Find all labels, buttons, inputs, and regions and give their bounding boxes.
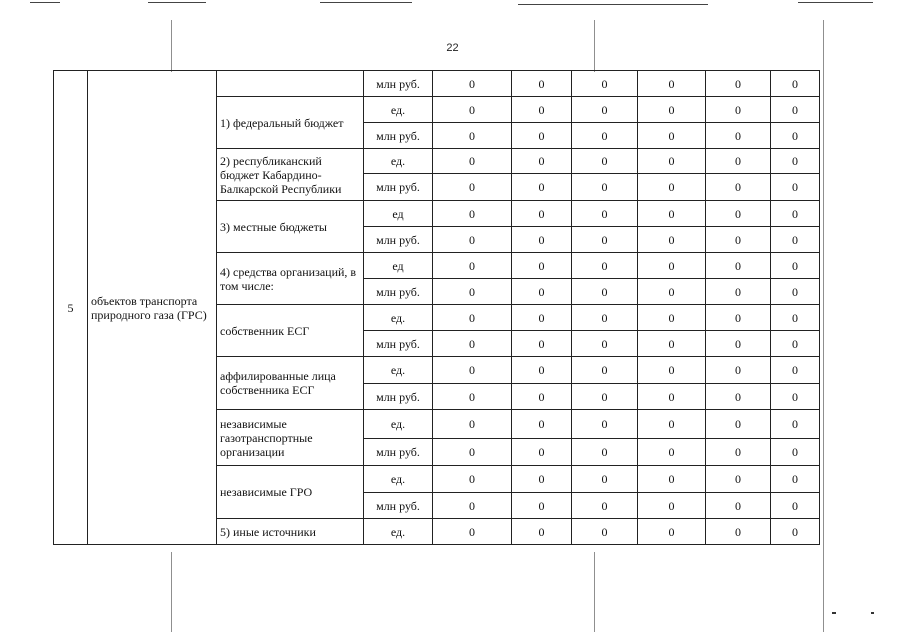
value-cell: 0	[433, 123, 512, 149]
value-cell: 0	[512, 71, 572, 97]
scan-artifact-dot-1	[832, 612, 836, 614]
funding-source: 5) иные источники	[217, 519, 364, 545]
value-cell: 0	[706, 71, 771, 97]
value-cell: 0	[572, 466, 638, 493]
value-cell: 0	[771, 123, 820, 149]
value-cell: 0	[771, 410, 820, 439]
value-cell: 0	[706, 466, 771, 493]
value-cell: 0	[512, 410, 572, 439]
value-cell: 0	[638, 174, 706, 201]
value-cell: 0	[771, 253, 820, 279]
value-cell: 0	[512, 493, 572, 519]
value-cell: 0	[433, 305, 512, 331]
value-cell: 0	[706, 357, 771, 384]
scan-artifact-top-5	[798, 2, 873, 3]
value-cell: 0	[433, 410, 512, 439]
scan-artifact-top-1	[30, 2, 60, 3]
unit-cell: млн руб.	[364, 384, 433, 410]
value-cell: 0	[638, 253, 706, 279]
value-cell: 0	[638, 279, 706, 305]
scan-artifact-fold-right	[823, 20, 824, 632]
scan-artifact-dot-2	[871, 612, 874, 614]
funding-source: 2) республиканский бюджет Кабардино-Балкарской Республики	[217, 149, 364, 201]
value-cell: 0	[771, 466, 820, 493]
value-cell: 0	[572, 493, 638, 519]
value-cell: 0	[512, 305, 572, 331]
unit-cell: млн руб.	[364, 439, 433, 466]
value-cell: 0	[638, 305, 706, 331]
value-cell: 0	[771, 201, 820, 227]
value-cell: 0	[433, 439, 512, 466]
value-cell: 0	[771, 174, 820, 201]
table-row	[54, 71, 820, 97]
value-cell: 0	[706, 174, 771, 201]
value-cell: 0	[433, 357, 512, 384]
value-cell: 0	[706, 384, 771, 410]
value-cell: 0	[771, 357, 820, 384]
value-cell: 0	[512, 149, 572, 174]
value-cell: 0	[638, 466, 706, 493]
scan-artifact-fold-left-bottom	[171, 552, 172, 632]
scan-artifact-top-3	[320, 2, 412, 3]
value-cell: 0	[638, 227, 706, 253]
value-cell: 0	[572, 201, 638, 227]
value-cell: 0	[771, 439, 820, 466]
scan-artifact-top-4	[518, 4, 708, 5]
value-cell: 0	[771, 97, 820, 123]
value-cell: 0	[706, 253, 771, 279]
value-cell: 0	[771, 279, 820, 305]
funding-table-body	[54, 71, 820, 545]
funding-source: аффилированные лица собственника ЕСГ	[217, 357, 364, 410]
value-cell: 0	[638, 123, 706, 149]
row-number: 5	[54, 71, 88, 545]
value-cell: 0	[572, 519, 638, 545]
value-cell: 0	[512, 331, 572, 357]
value-cell: 0	[433, 149, 512, 174]
value-cell: 0	[512, 253, 572, 279]
value-cell: 0	[638, 149, 706, 174]
value-cell: 0	[706, 227, 771, 253]
unit-cell: млн руб.	[364, 123, 433, 149]
value-cell: 0	[512, 201, 572, 227]
value-cell: 0	[433, 279, 512, 305]
value-cell: 0	[572, 331, 638, 357]
value-cell: 0	[512, 227, 572, 253]
funding-table	[53, 70, 820, 545]
funding-source: независимые ГРО	[217, 466, 364, 519]
value-cell: 0	[771, 493, 820, 519]
unit-cell: ед.	[364, 97, 433, 123]
value-cell: 0	[771, 519, 820, 545]
value-cell: 0	[433, 97, 512, 123]
unit-cell: ед.	[364, 519, 433, 545]
value-cell: 0	[638, 357, 706, 384]
value-cell: 0	[572, 227, 638, 253]
value-cell: 0	[512, 384, 572, 410]
value-cell: 0	[572, 439, 638, 466]
value-cell: 0	[706, 201, 771, 227]
value-cell: 0	[512, 519, 572, 545]
value-cell: 0	[572, 357, 638, 384]
value-cell: 0	[433, 227, 512, 253]
value-cell: 0	[433, 71, 512, 97]
value-cell: 0	[572, 149, 638, 174]
unit-cell: ед	[364, 253, 433, 279]
unit-cell: млн руб.	[364, 174, 433, 201]
value-cell: 0	[638, 331, 706, 357]
scan-artifact-top-2	[148, 2, 206, 3]
value-cell: 0	[572, 384, 638, 410]
value-cell: 0	[572, 410, 638, 439]
value-cell: 0	[771, 71, 820, 97]
unit-cell: ед.	[364, 357, 433, 384]
funding-source: 4) средства организаций, в том числе:	[217, 253, 364, 305]
value-cell: 0	[433, 174, 512, 201]
value-cell: 0	[638, 519, 706, 545]
value-cell: 0	[706, 123, 771, 149]
funding-source	[217, 71, 364, 97]
value-cell: 0	[433, 384, 512, 410]
value-cell: 0	[512, 123, 572, 149]
page-number: 22	[446, 42, 459, 54]
value-cell: 0	[433, 253, 512, 279]
unit-cell: млн руб.	[364, 71, 433, 97]
unit-cell: ед.	[364, 410, 433, 439]
value-cell: 0	[512, 357, 572, 384]
unit-cell: ед	[364, 201, 433, 227]
value-cell: 0	[706, 279, 771, 305]
value-cell: 0	[512, 439, 572, 466]
value-cell: 0	[771, 331, 820, 357]
value-cell: 0	[433, 519, 512, 545]
funding-source: 1) федеральный бюджет	[217, 97, 364, 149]
scan-artifact-fold-mid-bottom	[594, 552, 595, 632]
value-cell: 0	[706, 305, 771, 331]
value-cell: 0	[433, 466, 512, 493]
value-cell: 0	[572, 71, 638, 97]
unit-cell: млн руб.	[364, 493, 433, 519]
value-cell: 0	[638, 439, 706, 466]
value-cell: 0	[706, 493, 771, 519]
value-cell: 0	[638, 97, 706, 123]
value-cell: 0	[638, 201, 706, 227]
unit-cell: млн руб.	[364, 279, 433, 305]
value-cell: 0	[638, 71, 706, 97]
value-cell: 0	[706, 439, 771, 466]
value-cell: 0	[706, 410, 771, 439]
unit-cell: ед.	[364, 305, 433, 331]
value-cell: 0	[706, 97, 771, 123]
value-cell: 0	[572, 253, 638, 279]
value-cell: 0	[433, 493, 512, 519]
funding-source: независимые газотранспортные организации	[217, 410, 364, 466]
unit-cell: ед.	[364, 466, 433, 493]
value-cell: 0	[771, 227, 820, 253]
value-cell: 0	[638, 384, 706, 410]
value-cell: 0	[512, 97, 572, 123]
value-cell: 0	[572, 123, 638, 149]
value-cell: 0	[771, 149, 820, 174]
value-cell: 0	[572, 279, 638, 305]
value-cell: 0	[572, 305, 638, 331]
value-cell: 0	[512, 174, 572, 201]
unit-cell: млн руб.	[364, 331, 433, 357]
value-cell: 0	[771, 384, 820, 410]
value-cell: 0	[433, 331, 512, 357]
value-cell: 0	[512, 466, 572, 493]
value-cell: 0	[706, 331, 771, 357]
value-cell: 0	[638, 410, 706, 439]
value-cell: 0	[706, 519, 771, 545]
value-cell: 0	[638, 493, 706, 519]
value-cell: 0	[572, 174, 638, 201]
value-cell: 0	[706, 149, 771, 174]
value-cell: 0	[512, 279, 572, 305]
value-cell: 0	[572, 97, 638, 123]
funding-source: собственник ЕСГ	[217, 305, 364, 357]
unit-cell: ед.	[364, 149, 433, 174]
value-cell: 0	[771, 305, 820, 331]
object-name: объектов транспорта природного газа (ГРС)	[88, 71, 217, 545]
unit-cell: млн руб.	[364, 227, 433, 253]
funding-source: 3) местные бюджеты	[217, 201, 364, 253]
value-cell: 0	[433, 201, 512, 227]
